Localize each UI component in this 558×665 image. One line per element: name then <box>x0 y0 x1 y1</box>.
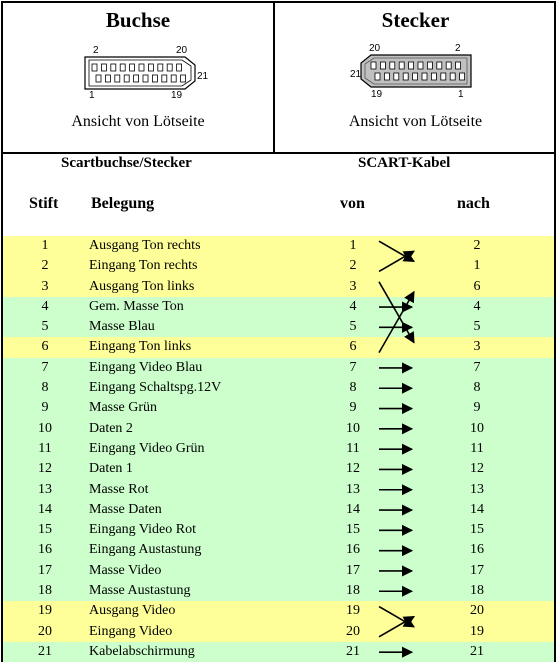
wiring-arrow <box>379 607 414 627</box>
buchse-pin-label-1: 1 <box>89 90 95 101</box>
section-title-buchse-stecker: Scartbuchse/Stecker <box>61 155 192 171</box>
connector-pin <box>409 62 414 69</box>
connector-pin <box>390 62 395 69</box>
stecker-panel <box>275 3 556 152</box>
cell-belegung: Masse Rot <box>89 481 149 497</box>
cell-von: 19 <box>346 603 360 619</box>
connector-pin <box>375 73 380 80</box>
stecker-pin-label-19: 19 <box>371 89 383 100</box>
buchse-pin-label-19: 19 <box>171 90 183 101</box>
wiring-arrow <box>379 282 414 343</box>
cell-von: 2 <box>349 258 357 274</box>
cell-stift: 3 <box>41 278 49 294</box>
cell-belegung: Masse Blau <box>89 319 155 335</box>
cell-nach: 5 <box>473 319 481 335</box>
cell-nach: 19 <box>470 623 484 639</box>
connector-pin <box>162 75 167 82</box>
connector-pin <box>441 73 446 80</box>
connector-pin <box>96 75 101 82</box>
column-header-stift: Stift <box>29 195 59 212</box>
connector-pin <box>158 64 163 71</box>
cell-nach: 14 <box>470 501 484 517</box>
stecker-connector-icon <box>357 53 473 89</box>
connector-pin <box>171 75 176 82</box>
cell-nach: 20 <box>470 603 484 619</box>
buchse-pin-label-21: 21 <box>197 71 209 82</box>
connector-pin <box>167 64 172 71</box>
wiring-arrow <box>379 617 414 637</box>
cell-belegung: Masse Austastung <box>89 583 191 599</box>
connector-pin <box>130 64 135 71</box>
connector-pin <box>456 62 461 69</box>
cell-stift: 8 <box>41 380 49 396</box>
stecker-title: Stecker <box>381 8 450 32</box>
cell-nach: 13 <box>470 481 484 497</box>
connector-pin <box>111 64 116 71</box>
connector-pin <box>152 75 157 82</box>
cell-stift: 17 <box>38 562 52 578</box>
connector-pin <box>371 62 376 69</box>
cell-von: 3 <box>349 278 357 294</box>
connector-pin <box>181 75 186 82</box>
cell-stift: 2 <box>41 258 49 274</box>
cell-stift: 1 <box>41 238 49 253</box>
cell-belegung: Masse Video <box>89 562 162 578</box>
section-divider <box>3 152 554 154</box>
connector-pin <box>431 73 436 80</box>
cell-belegung: Kabelabschirmung <box>89 643 195 659</box>
cell-belegung: Eingang Ton links <box>89 339 192 355</box>
cell-nach: 11 <box>470 440 484 456</box>
connector-pin <box>139 64 144 71</box>
cell-stift: 19 <box>38 603 52 619</box>
connector-pin <box>92 64 97 71</box>
section-title-scart-kabel: SCART-Kabel <box>358 155 451 171</box>
connector-pin <box>115 75 120 82</box>
cell-von: 12 <box>346 461 360 477</box>
cell-belegung: Ausgang Ton rechts <box>89 238 201 253</box>
cell-nach: 16 <box>470 542 484 558</box>
cell-belegung: Ausgang Video <box>89 603 176 619</box>
cell-nach: 3 <box>473 339 481 355</box>
cell-stift: 12 <box>38 461 52 477</box>
cell-von: 21 <box>346 643 360 659</box>
cell-von: 5 <box>349 319 357 335</box>
wiring-arrow <box>379 241 414 261</box>
buchse-pin-label-20: 20 <box>176 45 188 56</box>
cell-belegung: Eingang Schaltspg.12V <box>89 380 222 396</box>
cell-von: 15 <box>346 522 360 538</box>
connector-pin <box>384 73 389 80</box>
connector-pin <box>403 73 408 80</box>
cell-von: 18 <box>346 583 360 599</box>
cell-stift: 21 <box>38 643 52 659</box>
connector-pin <box>446 62 451 69</box>
connector-pin <box>450 73 455 80</box>
cell-von: 13 <box>346 481 360 497</box>
cell-nach: 12 <box>470 461 484 477</box>
cell-nach: 15 <box>470 522 484 538</box>
cell-stift: 11 <box>38 440 52 456</box>
cell-stift: 13 <box>38 481 52 497</box>
cell-von: 10 <box>346 420 360 436</box>
cell-belegung: Eingang Video Blau <box>89 359 203 375</box>
cell-von: 11 <box>346 440 360 456</box>
cell-stift: 4 <box>41 298 49 314</box>
column-header-von: von <box>340 195 365 212</box>
connector-pin <box>148 64 153 71</box>
connector-pin <box>134 75 139 82</box>
connector-pin <box>101 64 106 71</box>
stecker-caption: Ansicht von Lötseite <box>348 113 483 130</box>
cell-von: 9 <box>349 400 357 416</box>
cell-stift: 6 <box>41 339 49 355</box>
buchse-title: Buchse <box>105 8 171 32</box>
connector-pin <box>399 62 404 69</box>
connector-pin <box>437 62 442 69</box>
buchse-connector-icon <box>83 55 199 91</box>
buchse-panel <box>3 3 273 152</box>
cell-nach: 1 <box>473 258 481 274</box>
stecker-pin-label-1: 1 <box>458 89 464 100</box>
cell-nach: 9 <box>473 400 481 416</box>
connector-pin <box>177 64 182 71</box>
connector-pin <box>460 73 465 80</box>
buchse-pin-label-2: 2 <box>93 45 99 56</box>
buchse-caption: Ansicht von Lötseite <box>71 113 205 130</box>
cell-von: 20 <box>346 623 360 639</box>
cell-belegung: Ausgang Ton links <box>89 278 195 294</box>
cell-stift: 18 <box>38 583 52 599</box>
cell-belegung: Eingang Ton rechts <box>89 258 198 274</box>
cell-nach: 2 <box>473 238 481 253</box>
cell-stift: 10 <box>38 420 52 436</box>
cell-nach: 17 <box>470 562 484 578</box>
connector-pin <box>413 73 418 80</box>
cell-von: 16 <box>346 542 360 558</box>
cell-von: 8 <box>349 380 357 396</box>
cell-belegung: Eingang Video <box>89 623 173 639</box>
connector-pin <box>427 62 432 69</box>
wiring-arrow <box>379 292 414 353</box>
cell-nach: 7 <box>473 359 481 375</box>
cell-stift: 16 <box>38 542 52 558</box>
stecker-pin-label-21: 21 <box>350 69 362 80</box>
cell-belegung: Daten 1 <box>89 461 133 477</box>
connector-pin <box>380 62 385 69</box>
cell-stift: 20 <box>38 623 52 639</box>
cell-stift: 5 <box>41 319 49 335</box>
column-header-belegung: Belegung <box>91 195 155 212</box>
connector-pin <box>120 64 125 71</box>
cell-von: 6 <box>349 339 357 355</box>
cell-nach: 18 <box>470 583 484 599</box>
wiring-arrow <box>379 251 414 271</box>
cell-belegung: Eingang Video Grün <box>89 440 205 456</box>
wiring-arrows <box>3 236 554 661</box>
cell-stift: 7 <box>41 359 49 375</box>
cell-nach: 4 <box>473 298 481 314</box>
cell-belegung: Eingang Austastung <box>89 542 202 558</box>
cell-nach: 8 <box>473 380 481 396</box>
cell-stift: 14 <box>38 501 52 517</box>
cell-stift: 15 <box>38 522 52 538</box>
connector-pin <box>422 73 427 80</box>
connector-pin <box>105 75 110 82</box>
stecker-pin-label-2: 2 <box>455 43 461 54</box>
connector-pin <box>418 62 423 69</box>
stecker-pin-label-20: 20 <box>369 43 381 54</box>
cell-belegung: Eingang Video Rot <box>89 522 197 538</box>
cell-von: 4 <box>349 298 357 314</box>
connector-pin <box>143 75 148 82</box>
cell-belegung: Masse Grün <box>89 400 158 416</box>
connector-pin <box>124 75 129 82</box>
cell-stift: 9 <box>41 400 49 416</box>
cell-von: 14 <box>346 501 360 517</box>
cell-belegung: Daten 2 <box>89 420 133 436</box>
cell-von: 7 <box>349 359 357 375</box>
cell-nach: 21 <box>470 643 484 659</box>
cell-belegung: Masse Daten <box>89 501 162 517</box>
cell-nach: 6 <box>473 278 481 294</box>
connector-pin <box>394 73 399 80</box>
cell-nach: 10 <box>470 420 484 436</box>
cell-belegung: Gem. Masse Ton <box>89 298 184 314</box>
scart-pinout-sheet <box>1 1 556 662</box>
column-header-nach: nach <box>457 195 490 212</box>
cell-von: 17 <box>346 562 360 578</box>
cell-von: 1 <box>349 238 357 253</box>
